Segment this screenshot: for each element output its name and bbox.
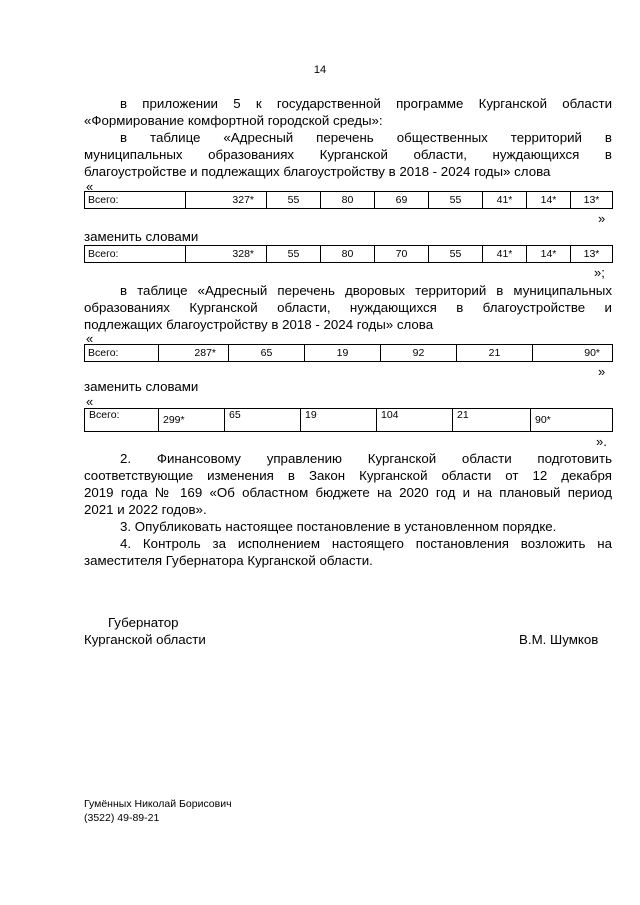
- item2-line-4: 2021 и 2022 годов».: [84, 502, 207, 517]
- table-cell: 19: [301, 409, 377, 432]
- table-cell: 55: [429, 246, 483, 263]
- table-new-public-territories: [84, 245, 613, 263]
- close-quote: »: [598, 211, 606, 226]
- table-cell: 92: [381, 345, 457, 362]
- table-cell: Всего:: [85, 345, 159, 362]
- item2-line-1: 2. Финансовому управлению Курганской области подготовить: [120, 451, 612, 466]
- table-cell: Всего:: [85, 409, 159, 432]
- table-cell: 55: [429, 192, 483, 209]
- intro-line-1: в приложении 5 к государственной программе Курганской области: [120, 96, 612, 111]
- table-cell: 70: [375, 246, 429, 263]
- table-cell: 327*: [186, 192, 267, 209]
- page-number: 14: [313, 64, 327, 76]
- section2-line-2: образованиях Курганской области, нуждающихся в благоустройстве и: [84, 300, 612, 315]
- item2-line-3: 2019 года № 169 «Об областном бюджете на 2020 год и на плановый период: [84, 485, 612, 500]
- intro-line-2: «Формирование комфортной городской среды»:: [84, 113, 383, 128]
- item3-line: 3. Опубликовать настоящее постановление в установленном порядке.: [120, 519, 557, 534]
- open-quote: «: [86, 331, 94, 346]
- table-cell: 90*: [531, 409, 613, 432]
- section1-line-2: муниципальных образованиях Курганской области, нуждающихся в: [84, 147, 612, 162]
- close-quote: »: [598, 364, 606, 379]
- table-row: [85, 345, 613, 362]
- table-cell: 80: [321, 192, 375, 209]
- section1-line-1: в таблице «Адресный перечень общественных территорий в: [120, 130, 612, 145]
- table-cell: 287*: [159, 345, 229, 362]
- table-new-yard-territories: [84, 408, 613, 432]
- table-row: [85, 192, 613, 209]
- table-cell: 41*: [483, 192, 527, 209]
- section1-line-3: благоустройстве и подлежащих благоустройству в 2018 - 2024 годы» слова: [84, 164, 551, 179]
- table-cell: 13*: [571, 192, 613, 209]
- table-cell: 41*: [483, 246, 527, 263]
- footer-phone: (3522) 49-89-21: [84, 812, 160, 824]
- table-old-yard-territories: [84, 344, 613, 362]
- section2-line-1: в таблице «Адресный перечень дворовых территорий в муниципальных: [120, 283, 612, 298]
- replace-label-2: заменить словами: [84, 379, 199, 394]
- close-quote-semicolon: »;: [594, 265, 605, 280]
- table-cell: 65: [229, 345, 305, 362]
- footer-author: Гумённых Николай Борисович: [84, 798, 232, 810]
- item2-line-2: соответствующие изменения в Закон Курганской области от 12 декабря: [84, 468, 612, 483]
- signature-title-1: Губернатор: [108, 615, 179, 630]
- table-cell: 65: [225, 409, 301, 432]
- table-cell: 14*: [527, 246, 571, 263]
- item4-line-2: заместителя Губернатора Курганской области.: [84, 553, 373, 568]
- table-row: [85, 409, 613, 432]
- item4-line-1: 4. Контроль за исполнением настоящего постановления возложить на: [120, 536, 612, 551]
- table-cell: 55: [267, 246, 321, 263]
- table-cell: 299*: [159, 409, 225, 432]
- signature-title-2: Курганской области: [84, 632, 206, 647]
- table-cell: 21: [457, 345, 533, 362]
- table-cell: 55: [267, 192, 321, 209]
- open-quote: «: [86, 394, 94, 409]
- table-cell: 69: [375, 192, 429, 209]
- table-row: [85, 246, 613, 263]
- table-cell: 13*: [571, 246, 613, 263]
- signature-name: В.М. Шумков: [519, 632, 599, 647]
- table-cell: 14*: [527, 192, 571, 209]
- open-quote: «: [86, 179, 94, 194]
- table-cell: 80: [321, 246, 375, 263]
- table-cell: 21: [453, 409, 531, 432]
- table-cell: 90*: [533, 345, 613, 362]
- table-cell: 104: [377, 409, 453, 432]
- table-cell: 19: [305, 345, 381, 362]
- table-cell: 328*: [186, 246, 267, 263]
- table-cell: Всего:: [85, 192, 186, 209]
- table-cell: Всего:: [85, 246, 186, 263]
- replace-label-1: заменить словами: [84, 229, 199, 244]
- table-old-public-territories: [84, 191, 613, 209]
- close-quote-period: ».: [596, 434, 607, 449]
- section2-line-3: подлежащих благоустройству в 2018 - 2024 годы» слова: [84, 317, 434, 332]
